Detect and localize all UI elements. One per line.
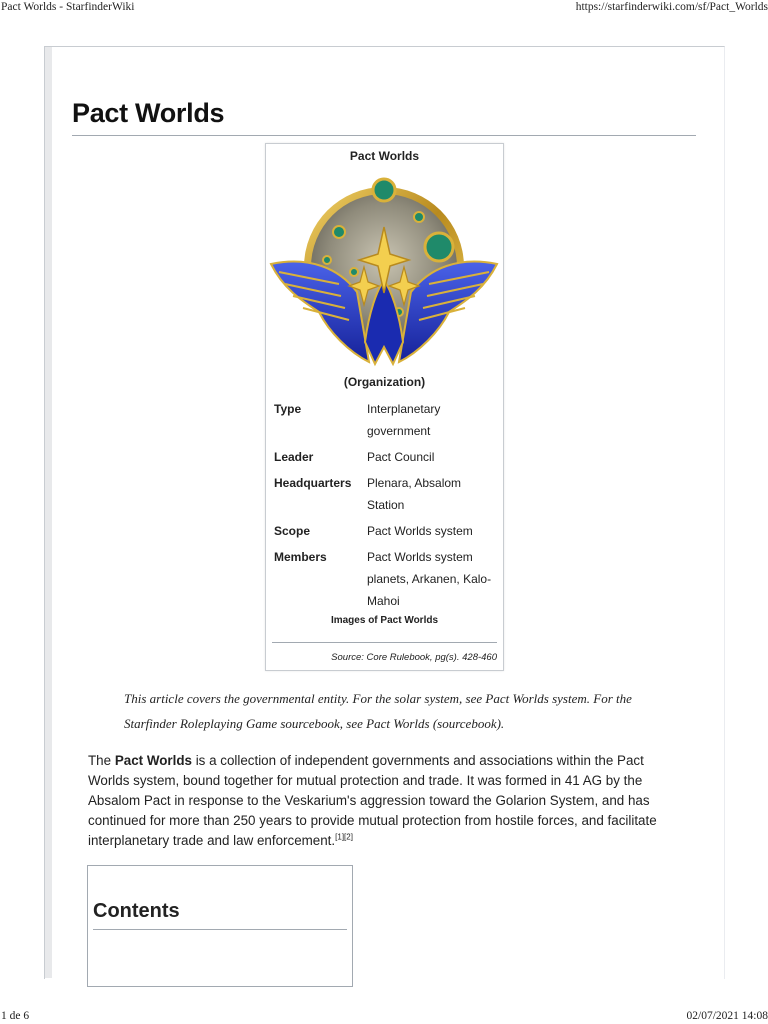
hatnote-line-1[interactable]: This article covers the governmental entity. For the solar system, see Pact Worlds system. For the — [124, 691, 632, 706]
infobox-value[interactable]: Plenara, Absalom Station — [367, 476, 462, 512]
infobox-value[interactable]: Pact Worlds system planets, Arkanen, Kalo- Mahoi — [367, 550, 492, 608]
intro-bold-term: Pact Worlds — [114, 753, 192, 768]
hatnote — [124, 686, 684, 736]
toc-divider — [93, 929, 347, 930]
infobox-source[interactable]: Source: Core Rulebook, pg(s). 428-460 — [331, 652, 497, 663]
print-doc-title: Pact Worlds - StarfinderWiki — [1, 1, 135, 13]
infobox-caption: Pact Worlds — [349, 149, 420, 163]
title-divider — [72, 135, 696, 136]
infobox-value[interactable]: Pact Worlds system — [367, 524, 473, 538]
infobox-divider — [272, 642, 497, 643]
print-header — [0, 0, 768, 16]
print-url[interactable]: https://starfinderwiki.com/sf/Pact_Worlds — [575, 1, 768, 13]
intro-paragraph — [88, 751, 688, 851]
infobox-key: Leader — [274, 450, 314, 464]
infobox-key: Members — [274, 550, 327, 564]
infobox-value[interactable]: Pact Council — [367, 450, 435, 464]
infobox-value[interactable]: Interplanetary government — [367, 402, 441, 438]
reference-links[interactable]: [1][2] — [335, 832, 353, 842]
infobox-type-label: (Organization) — [343, 375, 426, 389]
page-title: Pact Worlds — [72, 98, 225, 128]
hatnote-line-2[interactable]: Starfinder Roleplaying Game sourcebook, see Pact Worlds (sourcebook). — [124, 716, 505, 731]
infobox-key: Type — [274, 402, 302, 416]
print-footer — [0, 1008, 768, 1024]
intro-lead: The — [88, 753, 112, 768]
infobox — [265, 143, 504, 671]
print-page-number: 1 de 6 — [1, 1010, 30, 1022]
infobox-images-link[interactable]: Images of Pact Worlds — [330, 615, 439, 626]
intro-text: is a collection of independent governments and associations within the Pact Worlds system, bound together for mutual protection and trade. It was formed in 41 AG by the Absalom Pact in response to the Veskarium's aggression toward the Golarion System, and has continued for more than 250 years to provide mutual protection from hostile forces, and facilitate interplanetary trade and law enforcement. — [88, 753, 657, 848]
infobox-key: Headquarters — [274, 476, 352, 490]
print-datetime: 02/07/2021 14:08 — [686, 1010, 768, 1022]
table-of-contents — [87, 865, 353, 987]
toc-title: Contents — [93, 900, 180, 922]
infobox-key: Scope — [274, 524, 311, 538]
pact-worlds-emblem-icon[interactable] — [269, 172, 499, 372]
